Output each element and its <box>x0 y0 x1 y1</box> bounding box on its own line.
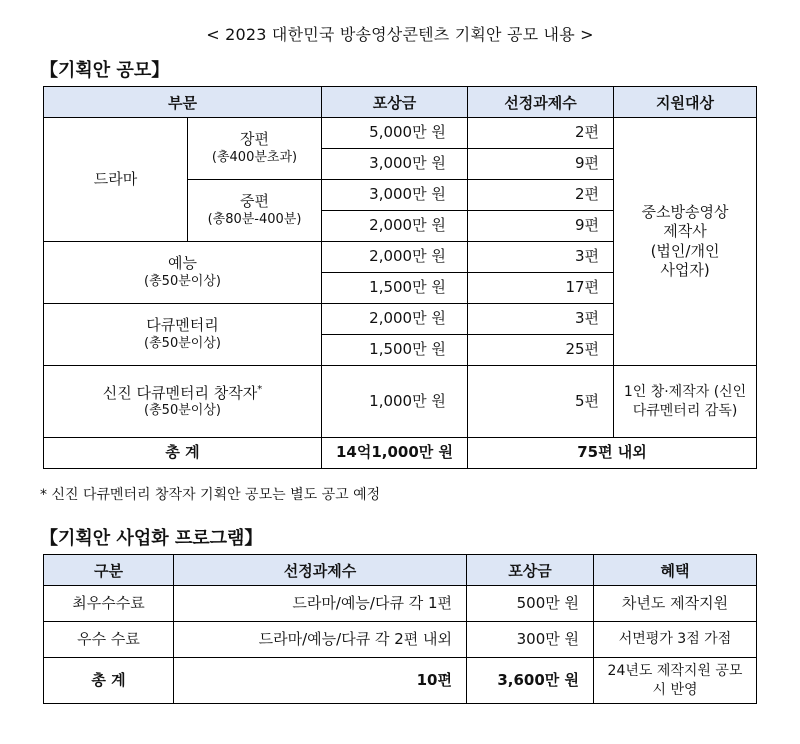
prize-cell: 1,000만 원 <box>322 366 468 438</box>
variety-detail: (총50분이상) <box>144 273 221 289</box>
header-prize: 포상금 <box>322 87 468 118</box>
program-table <box>43 554 757 704</box>
prize-cell: 300만 원 <box>467 622 594 658</box>
count-cell: 17편 <box>468 273 614 304</box>
newdocu-name-line <box>50 383 315 404</box>
newdocu-cell <box>44 366 322 438</box>
target-main <box>614 118 757 366</box>
header-count: 선정과제수 <box>468 87 614 118</box>
drama-long-cell <box>188 118 322 180</box>
benefit-cell: 서면평가 3점 가점 <box>594 622 757 658</box>
docu-name: 다큐멘터리 <box>146 316 219 335</box>
table-header-row <box>44 555 757 586</box>
target-line: 사업자) <box>660 261 710 279</box>
total-label: 총 계 <box>44 658 174 704</box>
total-row <box>44 438 757 469</box>
drama-long-detail: (총400분초과) <box>211 149 298 165</box>
docu-detail: (총50분이상) <box>144 335 221 351</box>
header-prize: 포상금 <box>467 555 594 586</box>
prize-cell: 3,000만 원 <box>322 149 468 180</box>
newdocu-detail: (총50분이상) <box>144 403 221 419</box>
prize-cell: 2,000만 원 <box>322 304 468 335</box>
count-cell: 3편 <box>468 242 614 273</box>
prize-cell: 5,000만 원 <box>322 118 468 149</box>
count-cell: 2편 <box>468 118 614 149</box>
prize-cell: 500만 원 <box>467 586 594 622</box>
total-benefit: 24년도 제작지원 공모 시 반영 <box>594 658 757 704</box>
prize-cell: 1,500만 원 <box>322 335 468 366</box>
drama-mid-name: 중편 <box>240 192 269 211</box>
target-line: (법인/개인 <box>650 241 720 260</box>
prize-cell: 2,000만 원 <box>322 211 468 242</box>
footnote: * 신진 다큐멘터리 창작자 기획안 공모는 별도 공고 예정 <box>40 487 381 503</box>
total-count: 75편 내외 <box>468 438 757 469</box>
count-cell: 3편 <box>468 304 614 335</box>
variety-cell <box>44 242 322 304</box>
footnote-mark: * <box>257 383 263 395</box>
count-cell: 9편 <box>468 211 614 242</box>
header-benefit: 혜택 <box>594 555 757 586</box>
count-cell: 2편 <box>468 180 614 211</box>
prize-cell: 1,500만 원 <box>322 273 468 304</box>
count-cell: 드라마/예능/다큐 각 2편 내외 <box>174 622 467 658</box>
type-cell: 우수 수료 <box>44 622 174 658</box>
table-row <box>44 622 757 658</box>
count-cell: 드라마/예능/다큐 각 1편 <box>174 586 467 622</box>
type-cell: 최우수수료 <box>44 586 174 622</box>
total-prize: 14억1,000만 원 <box>322 438 468 469</box>
header-count: 선정과제수 <box>174 555 467 586</box>
count-cell: 5편 <box>468 366 614 438</box>
table-header-row <box>44 87 757 118</box>
drama-mid-detail: (총80분-400분) <box>207 211 302 227</box>
newdocu-target: 1인 창·제작자 (신인 다큐멘터리 감독) <box>614 366 757 438</box>
total-count: 10편 <box>174 658 467 704</box>
drama-long-name: 장편 <box>240 130 269 149</box>
benefit-cell: 차년도 제작지원 <box>594 586 757 622</box>
count-cell: 9편 <box>468 149 614 180</box>
drama-label: 드라마 <box>44 118 188 242</box>
section-heading-contest: 【기획안 공모】 <box>40 60 170 81</box>
header-type: 구분 <box>44 555 174 586</box>
total-label: 총 계 <box>44 438 322 469</box>
section-heading-program: 【기획안 사업화 프로그램】 <box>40 528 263 549</box>
target-line: 중소방송영상 <box>641 202 729 221</box>
target-line: 제작사 <box>663 222 707 240</box>
table-row <box>44 118 757 149</box>
count-cell: 25편 <box>468 335 614 366</box>
total-prize: 3,600만 원 <box>467 658 594 704</box>
header-category: 부문 <box>44 87 322 118</box>
header-target: 지원대상 <box>614 87 757 118</box>
page-title: < 2023 대한민국 방송영상콘텐츠 기획안 공모 내용 > <box>206 25 594 44</box>
table-row <box>44 586 757 622</box>
prize-cell: 2,000만 원 <box>322 242 468 273</box>
table-row <box>44 366 757 438</box>
newdocu-name: 신진 다큐멘터리 창작자 <box>102 383 258 402</box>
drama-mid-cell <box>188 180 322 242</box>
docu-cell <box>44 304 322 366</box>
variety-name: 예능 <box>168 254 197 273</box>
contest-table <box>43 86 757 469</box>
total-row <box>44 658 757 704</box>
prize-cell: 3,000만 원 <box>322 180 468 211</box>
